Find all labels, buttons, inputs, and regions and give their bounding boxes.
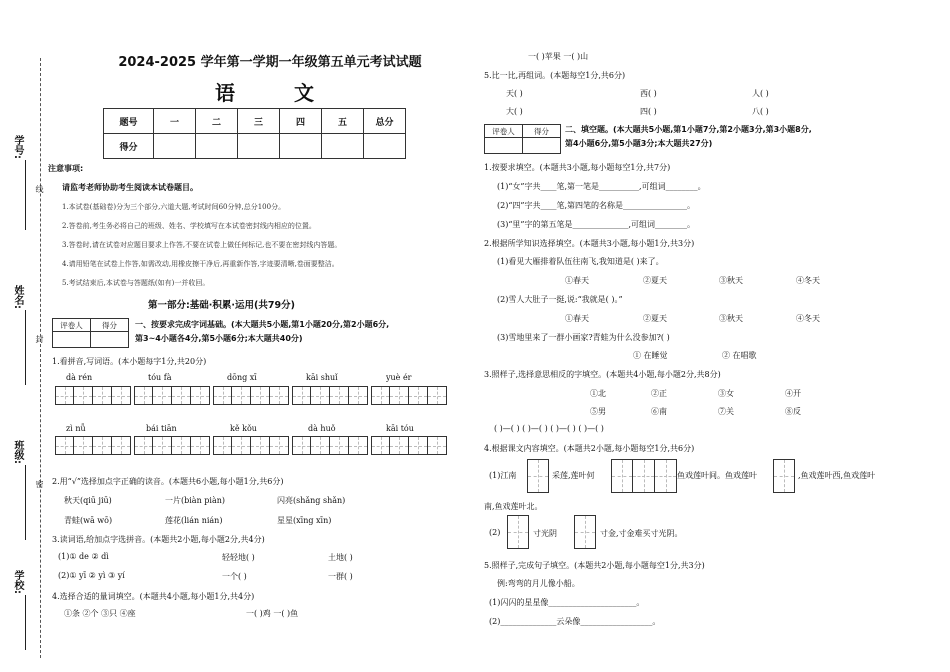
q3-options: (2)① yī ② yì ③ yí — [58, 571, 125, 580]
q4-blank-row-cont[interactable]: 一( )苹果 一( )山 — [528, 52, 589, 61]
s2q5-blank[interactable]: (1)闪闪的星星像______________________。 — [489, 598, 645, 607]
score-cell[interactable] — [196, 134, 238, 159]
grader-table — [484, 124, 561, 154]
class-underline[interactable] — [25, 465, 26, 540]
score-header-cell: 二 — [196, 109, 238, 134]
notice-item: 1.本试卷(基础卷)分为三个部分,六道大题,考试时间60分钟,总分100分。 — [62, 203, 286, 211]
q5-instruction: 5.比一比,再组词。(本题每空1分,共6分) — [484, 71, 626, 80]
s2q3-blank-row[interactable]: ( )—( ) ( )—( ) ( )—( ) ( )—( ) — [494, 424, 604, 433]
student-id-underline[interactable] — [25, 160, 26, 230]
notice-heading: 注意事项: — [48, 164, 84, 173]
s2q4-text: 鱼戏莲叶间。鱼戏莲叶 — [677, 471, 757, 480]
s2q3-option: ④开 — [785, 389, 801, 398]
q4-instruction: 4.选择合适的量词填空。(本题共4小题,每小题1分,共4分) — [52, 592, 255, 601]
writing-grid[interactable] — [507, 515, 529, 549]
score-header-cell: 三 — [238, 109, 280, 134]
grader-label: 评卷人 — [485, 125, 523, 138]
grader-cell[interactable] — [53, 332, 91, 348]
score-cell[interactable] — [238, 134, 280, 159]
binding-line — [40, 58, 41, 658]
school-label: 学校: — [12, 570, 23, 594]
s2q2-question[interactable]: (2)雪人大肚子一挺,说:“我就是( )。” — [497, 295, 623, 304]
pinyin: dà huǒ — [308, 424, 336, 433]
s2q1-instruction: 1.按要求填空。(本题共3小题,每小题每空1分,共7分) — [484, 163, 671, 172]
seal-mark-line: 线 — [35, 185, 44, 193]
notice-item: 4.请用铅笔在试卷上作答,如需改动,用橡皮擦干净后,再重新作答,字迹要清晰,卷面要整洁。 — [62, 260, 339, 268]
writing-grid[interactable] — [371, 436, 447, 455]
q4-options: ①条 ②个 ③只 ④座 — [64, 609, 136, 618]
s2q2-question[interactable]: (3)雪地里来了一群小画家?青蛙为什么没参加?( ) — [497, 333, 670, 342]
seal-mark-seal: 封 — [35, 335, 44, 343]
s2q2-option[interactable]: ①春天 — [565, 276, 589, 285]
s2q2-option[interactable]: ①春天 — [565, 314, 589, 323]
q2-option[interactable]: 秋天(qiū jiū) — [64, 496, 112, 505]
part1-title: 第一部分:基础·积累·运用(共79分) — [148, 300, 295, 311]
s2q4-text: ,鱼戏莲叶西,鱼戏莲叶 — [798, 471, 876, 480]
s2q4-text: (2) — [489, 528, 501, 537]
notice-item: 3.答卷时,请在试卷对应题目要求上作答,不要在试卷上做任何标记,也不要在密封线内答题。 — [62, 241, 342, 249]
writing-grid[interactable] — [213, 436, 289, 455]
pinyin: kě kǒu — [230, 424, 257, 433]
pinyin: kāi tóu — [386, 424, 414, 433]
s2q3-option: ⑥南 — [651, 407, 667, 416]
writing-grid[interactable] — [134, 436, 210, 455]
q5-blank[interactable]: 人( ) — [752, 89, 769, 98]
s2q1-blank[interactable]: (2)“四”字共____笔,第四笔的名称是________________。 — [497, 201, 696, 210]
notice-intro: 请监考老师协助考生阅读本试卷题目。 — [62, 183, 198, 192]
q5-blank[interactable]: 天( ) — [506, 89, 523, 98]
s2q4-text: 南,鱼戏莲叶北。 — [484, 502, 543, 511]
name-underline[interactable] — [25, 310, 26, 385]
notice-item: 2.答卷前,考生务必将自己的班级、姓名、学校填写在本试卷密封线内相应的位置。 — [62, 222, 316, 230]
q2-instruction: 2.用“√”选择加点字正确的读音。(本题共6小题,每小题1分,共6分) — [52, 477, 284, 486]
writing-grid[interactable] — [773, 459, 795, 493]
pinyin: dà rén — [66, 373, 93, 382]
q2-option[interactable]: 一片(biàn piàn) — [165, 496, 225, 505]
score-cell[interactable] — [154, 134, 196, 159]
s2q3-option: ③女 — [718, 389, 734, 398]
exam-title: 2024-2025 学年第一学期一年级第五单元考试试题 — [118, 55, 422, 70]
score-header-cell: 一 — [154, 109, 196, 134]
score-row-label: 得分 — [104, 134, 154, 159]
writing-grid[interactable] — [527, 459, 549, 493]
s2q1-blank[interactable]: (3)“里”字的第五笔是______________,可组词________。 — [497, 220, 696, 229]
class-label: 班级: — [12, 440, 23, 464]
s2q2-option[interactable]: ③秋天 — [719, 276, 743, 285]
grader-score-label: 得分 — [523, 125, 561, 138]
writing-grid[interactable] — [574, 515, 596, 549]
score-header-cell: 题号 — [104, 109, 154, 134]
writing-grid[interactable] — [134, 386, 210, 405]
pinyin: bái tiān — [146, 424, 177, 433]
q5-blank[interactable]: 八( ) — [752, 107, 769, 116]
q2-option[interactable]: 星星(xīng xīn) — [277, 516, 332, 525]
section1-title: 一、按要求完成字词基础。(本大题共5小题,第1小题20分,第2小题6分, 第3~4小题各4分,第5小题6分;本大题共40分) — [135, 320, 390, 343]
pinyin: kāi shuǐ — [306, 373, 338, 382]
s2q2-option[interactable]: ③秋天 — [719, 314, 743, 323]
writing-grid[interactable] — [371, 386, 447, 405]
student-id-label: 学号: — [12, 135, 23, 159]
q3-blank[interactable]: 土地( ) — [328, 553, 353, 562]
q3-blank[interactable]: 一个( ) — [222, 572, 247, 581]
s2q3-instruction: 3.照样子,选择意思相反的字填空。(本题共4小题,每小题2分,共8分) — [484, 370, 721, 379]
school-underline[interactable] — [25, 595, 26, 650]
s2q3-option: ②正 — [651, 389, 667, 398]
q3-blank[interactable]: 轻轻地( ) — [222, 553, 255, 562]
score-table — [103, 108, 406, 159]
q4-blank-row[interactable]: 一( )鸡 一( )鱼 — [246, 609, 299, 618]
grader-table — [52, 318, 129, 348]
score-header-cell: 四 — [280, 109, 322, 134]
s2q5-instruction: 5.照样子,完成句子填空。(本题共2小题,每小题每空1分,共3分) — [484, 561, 705, 570]
q1-instruction: 1.看拼音,写词语。(本小题每字1分,共20分) — [52, 357, 207, 366]
writing-grid[interactable] — [292, 436, 368, 455]
s2q2-option[interactable]: ① 在睡觉 — [633, 351, 668, 360]
grader-label: 评卷人 — [53, 319, 91, 332]
s2q3-option: ⑤男 — [590, 407, 606, 416]
q5-blank[interactable]: 大( ) — [506, 107, 523, 116]
s2q2-option[interactable]: ②夏天 — [643, 276, 667, 285]
q3-options: (1)① de ② dì — [58, 552, 109, 561]
s2q2-instruction: 2.根据所学知识选择填空。(本题共3小题,每小题1分,共3分) — [484, 239, 695, 248]
score-cell[interactable] — [322, 134, 364, 159]
writing-grid[interactable] — [213, 386, 289, 405]
s2q1-blank[interactable]: (1)“女”字共____笔,第一笔是__________,可组词________。 — [497, 182, 706, 191]
writing-grid[interactable] — [55, 436, 131, 455]
s2q3-option: ⑧反 — [785, 407, 801, 416]
pinyin: zì nǚ — [66, 424, 86, 433]
pinyin: tóu fà — [148, 373, 172, 382]
q2-option[interactable]: 青蛙(wā wō) — [64, 516, 113, 525]
s2q4-text: 采莲,莲叶何 — [552, 471, 595, 480]
s2q5-example: 例:弯弯的月儿像小船。 — [497, 579, 580, 588]
q2-option[interactable]: 莲花(lián nián) — [165, 516, 223, 525]
s2q2-option[interactable]: ②夏天 — [643, 314, 667, 323]
q3-blank[interactable]: 一群( ) — [328, 572, 353, 581]
q5-blank[interactable]: 西( ) — [640, 89, 657, 98]
s2q4-text: 寸金,寸金难买寸光阴。 — [600, 529, 683, 538]
grader-cell[interactable] — [485, 138, 523, 154]
score-header-cell: 五 — [322, 109, 364, 134]
q5-blank[interactable]: 四( ) — [640, 107, 657, 116]
q2-option[interactable]: 闪亮(shǎng shǎn) — [277, 496, 346, 505]
name-label: 姓名: — [12, 285, 23, 309]
grader-cell[interactable] — [91, 332, 129, 348]
notice-item: 5.考试结束后,本试卷与答题纸(如有)一并收回。 — [62, 279, 210, 287]
s2q2-option[interactable]: ② 在唱歌 — [722, 351, 757, 360]
writing-grid[interactable] — [55, 386, 131, 405]
s2q5-blank[interactable]: (2)______________云朵像__________________。 — [489, 617, 661, 626]
section2-title: 二、填空题。(本大题共5小题,第1小题7分,第2小题3分,第3小题8分, 第4小题6分,第5小题3分;本大题共27分) — [565, 125, 812, 148]
grader-cell[interactable] — [523, 138, 561, 154]
writing-grid[interactable] — [292, 386, 368, 405]
score-cell[interactable] — [280, 134, 322, 159]
s2q2-option[interactable]: ④冬天 — [796, 314, 820, 323]
s2q3-option: ①北 — [590, 389, 606, 398]
pinyin: dōng xī — [227, 373, 257, 382]
grader-score-label: 得分 — [91, 319, 129, 332]
seal-mark-secret: 密 — [35, 480, 44, 488]
score-header-cell: 总分 — [364, 109, 406, 134]
pinyin: yuè ér — [386, 373, 412, 382]
s2q2-option[interactable]: ④冬天 — [796, 276, 820, 285]
q3-instruction: 3.读词语,给加点字选拼音。(本题共2小题,每小题2分,共4分) — [52, 535, 265, 544]
s2q4-instruction: 4.根据课文内容填空。(本题共2小题,每小题每空1分,共6分) — [484, 444, 695, 453]
s2q2-question[interactable]: (1)看见大雁排着队伍往南飞,我知道是( )来了。 — [497, 257, 664, 266]
s2q4-text: 寸光阴 — [533, 529, 557, 538]
subject-title: 语 文 — [215, 81, 340, 105]
s2q4-text: (1)江南 — [489, 471, 517, 480]
s2q3-option: ⑦关 — [718, 407, 734, 416]
writing-grid[interactable] — [611, 459, 677, 493]
score-cell[interactable] — [364, 134, 406, 159]
